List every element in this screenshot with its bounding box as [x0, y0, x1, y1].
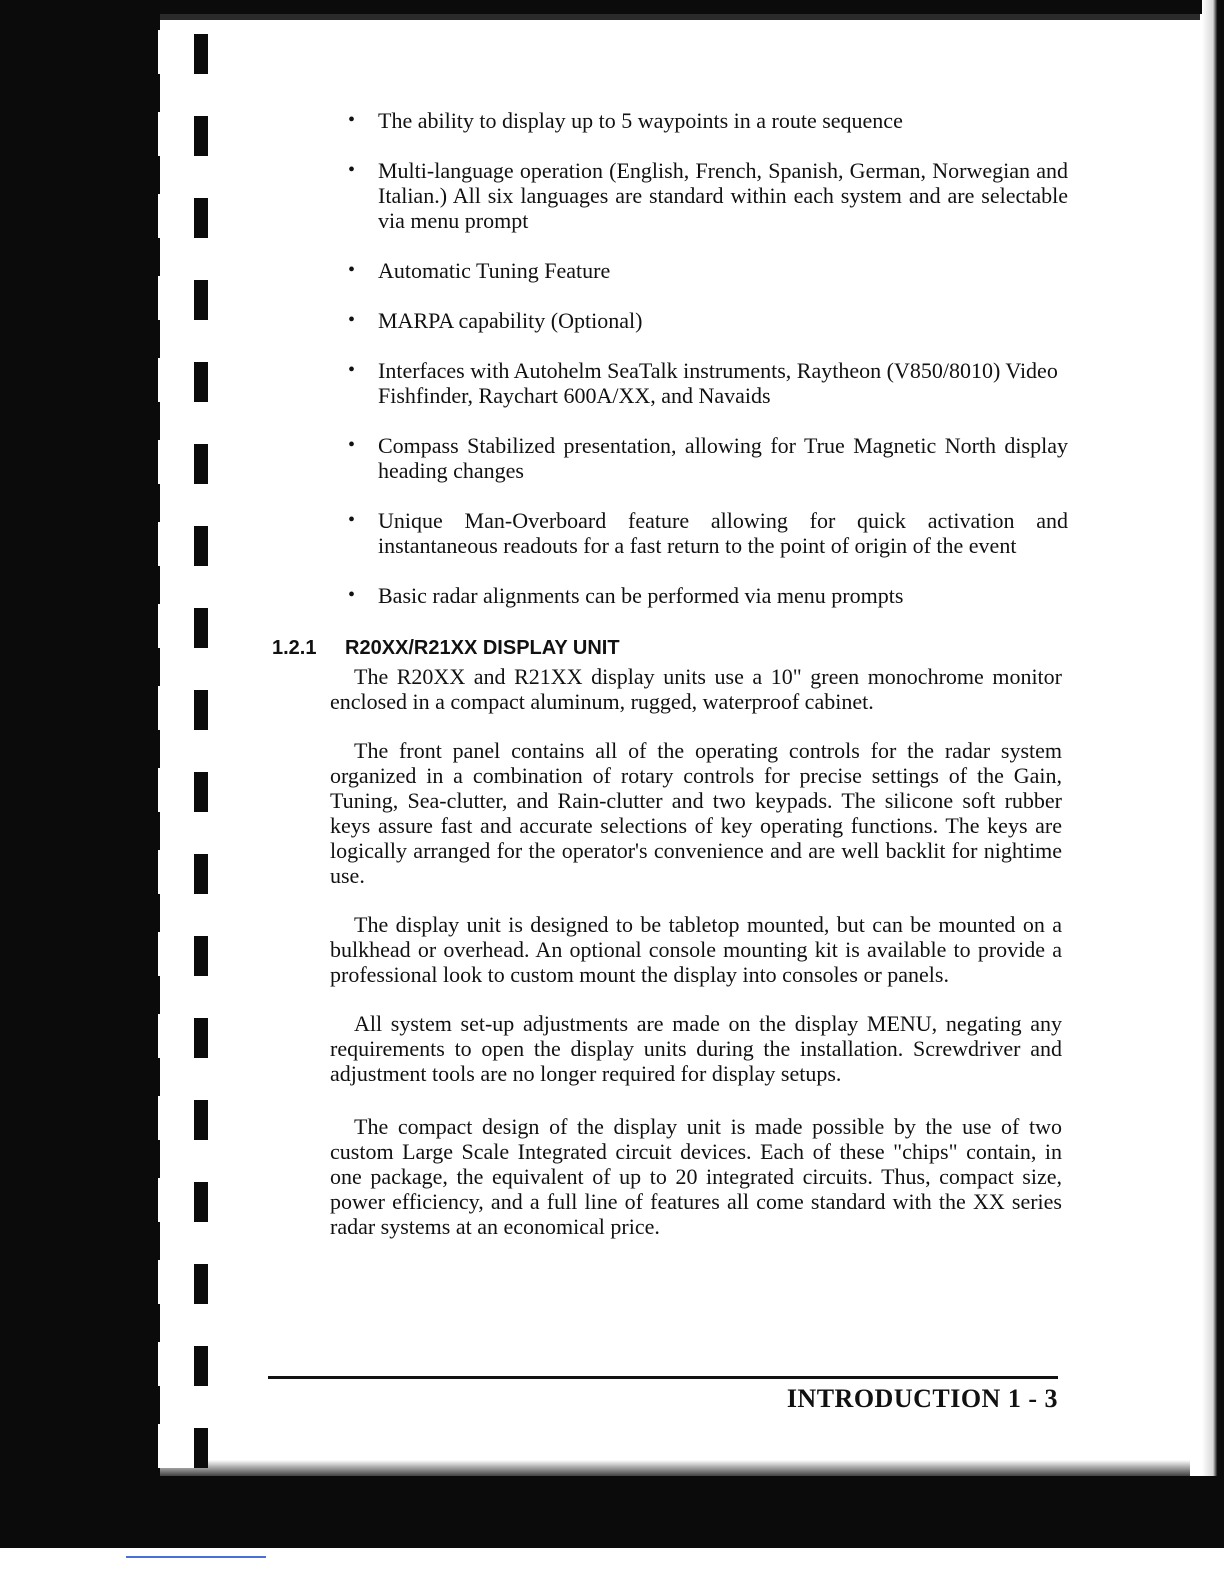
bullet-dot: •: [348, 109, 356, 131]
scan-edge-right: [1202, 0, 1224, 1584]
binding-hole: [158, 1342, 208, 1386]
bullet-text: The ability to display up to 5 waypoints in a route sequence: [378, 108, 903, 133]
bullet-item: [348, 258, 1068, 283]
binding-hole: [158, 850, 208, 894]
bullet-dot: •: [348, 159, 356, 181]
scan-edge-left: [0, 0, 160, 1584]
footer-rule: [268, 1376, 1058, 1379]
binding-hole: [158, 522, 208, 566]
body-paragraph: The compact design of the display unit is made possible by the use of two custom Large Scale Integrated circuit devices. Each of these "chips" contain, in one package, the equivalent of up to 20 integrated circuits. Thus, compact size, power efficiency, and a full line of features all come standard with the XX series radar systems at an economical price.: [330, 1114, 1062, 1239]
bullet-text: Basic radar alignments can be performed via menu prompts: [378, 583, 904, 608]
bullet-dot: •: [348, 359, 356, 381]
bullet-item: [348, 358, 1068, 408]
scan-bottom-strip: [0, 1548, 1224, 1584]
scan-bottom-mark: [126, 1556, 266, 1558]
binding-hole: [158, 112, 208, 156]
bullet-text: Automatic Tuning Feature: [378, 258, 611, 283]
bullet-dot: •: [348, 584, 356, 606]
bullet-text: Multi-language operation (English, French, Spanish, German, Norwegian and Italian.) All six languages are standard within each system and are selectable via menu prompt: [378, 158, 1068, 233]
binding-hole: [158, 276, 208, 320]
binding-hole: [158, 30, 208, 74]
bullet-text: Unique Man-Overboard feature allowing for quick activation and instantaneous readouts for a fast return to the point of origin of the event: [378, 508, 1068, 558]
section-body: [330, 664, 1062, 1263]
binding-hole: [158, 604, 208, 648]
bullet-text: MARPA capability (Optional): [378, 308, 643, 333]
binding-hole: [158, 768, 208, 812]
bullet-dot: •: [348, 259, 356, 281]
bullet-dot: •: [348, 309, 356, 331]
binding-hole: [158, 1178, 208, 1222]
bullet-dot: •: [348, 509, 356, 531]
body-paragraph: The front panel contains all of the operating controls for the radar system organized in a combination of rotary controls for precise settings of the Gain, Tuning, Sea-clutter, and Rain-clutter and two keypads. The silicone soft rubber keys assure fast and accurate selections of key operating functions. The keys are logically arranged for the operator's convenience and are well backlit for nightime use.: [330, 738, 1062, 888]
binding-hole: [158, 358, 208, 402]
page-footer: INTRODUCTION 1 - 3: [786, 1384, 1058, 1413]
bullet-text: Compass Stabilized presentation, allowing for True Magnetic North display heading changes: [378, 433, 1068, 483]
bullet-item: [348, 433, 1068, 483]
bullet-dot: •: [348, 434, 356, 456]
bullet-item: [348, 108, 1068, 133]
scan-edge-top-shadow: [160, 14, 1200, 20]
binding-hole: [158, 1424, 208, 1468]
bullet-item: [348, 308, 1068, 333]
binding-hole: [158, 1096, 208, 1140]
body-paragraph: The R20XX and R21XX display units use a 10" green monochrome monitor enclosed in a compact aluminum, rugged, waterproof cabinet.: [330, 664, 1062, 714]
section-number: 1.2.1: [272, 637, 317, 659]
section-title: R20XX/R21XX DISPLAY UNIT: [345, 637, 620, 659]
binding-hole: [158, 440, 208, 484]
binding-hole: [158, 1014, 208, 1058]
bullet-item: [348, 158, 1068, 233]
bullet-text: Interfaces with Autohelm SeaTalk instruments, Raytheon (V850/8010) Video Fishfinder, Raychart 600A/XX, and Navaids: [378, 358, 1058, 408]
binding-hole: [158, 1260, 208, 1304]
scan-edge-top: [0, 0, 1224, 14]
bullet-item: [348, 583, 1068, 608]
binding-hole: [158, 932, 208, 976]
feature-bullet-list: [348, 108, 1068, 633]
binding-hole: [158, 686, 208, 730]
body-paragraph: The display unit is designed to be tabletop mounted, but can be mounted on a bulkhead or overhead. An optional console mounting kit is available to provide a professional look to custom mount the display into consoles or panels.: [330, 912, 1062, 987]
binding-hole: [158, 194, 208, 238]
body-paragraph: All system set-up adjustments are made on the display MENU, negating any requirements to open the display units during the installation. Screwdriver and adjustment tools are no longer required for display setups.: [330, 1011, 1062, 1086]
bullet-item: [348, 508, 1068, 558]
binding-holes: [158, 30, 214, 1460]
